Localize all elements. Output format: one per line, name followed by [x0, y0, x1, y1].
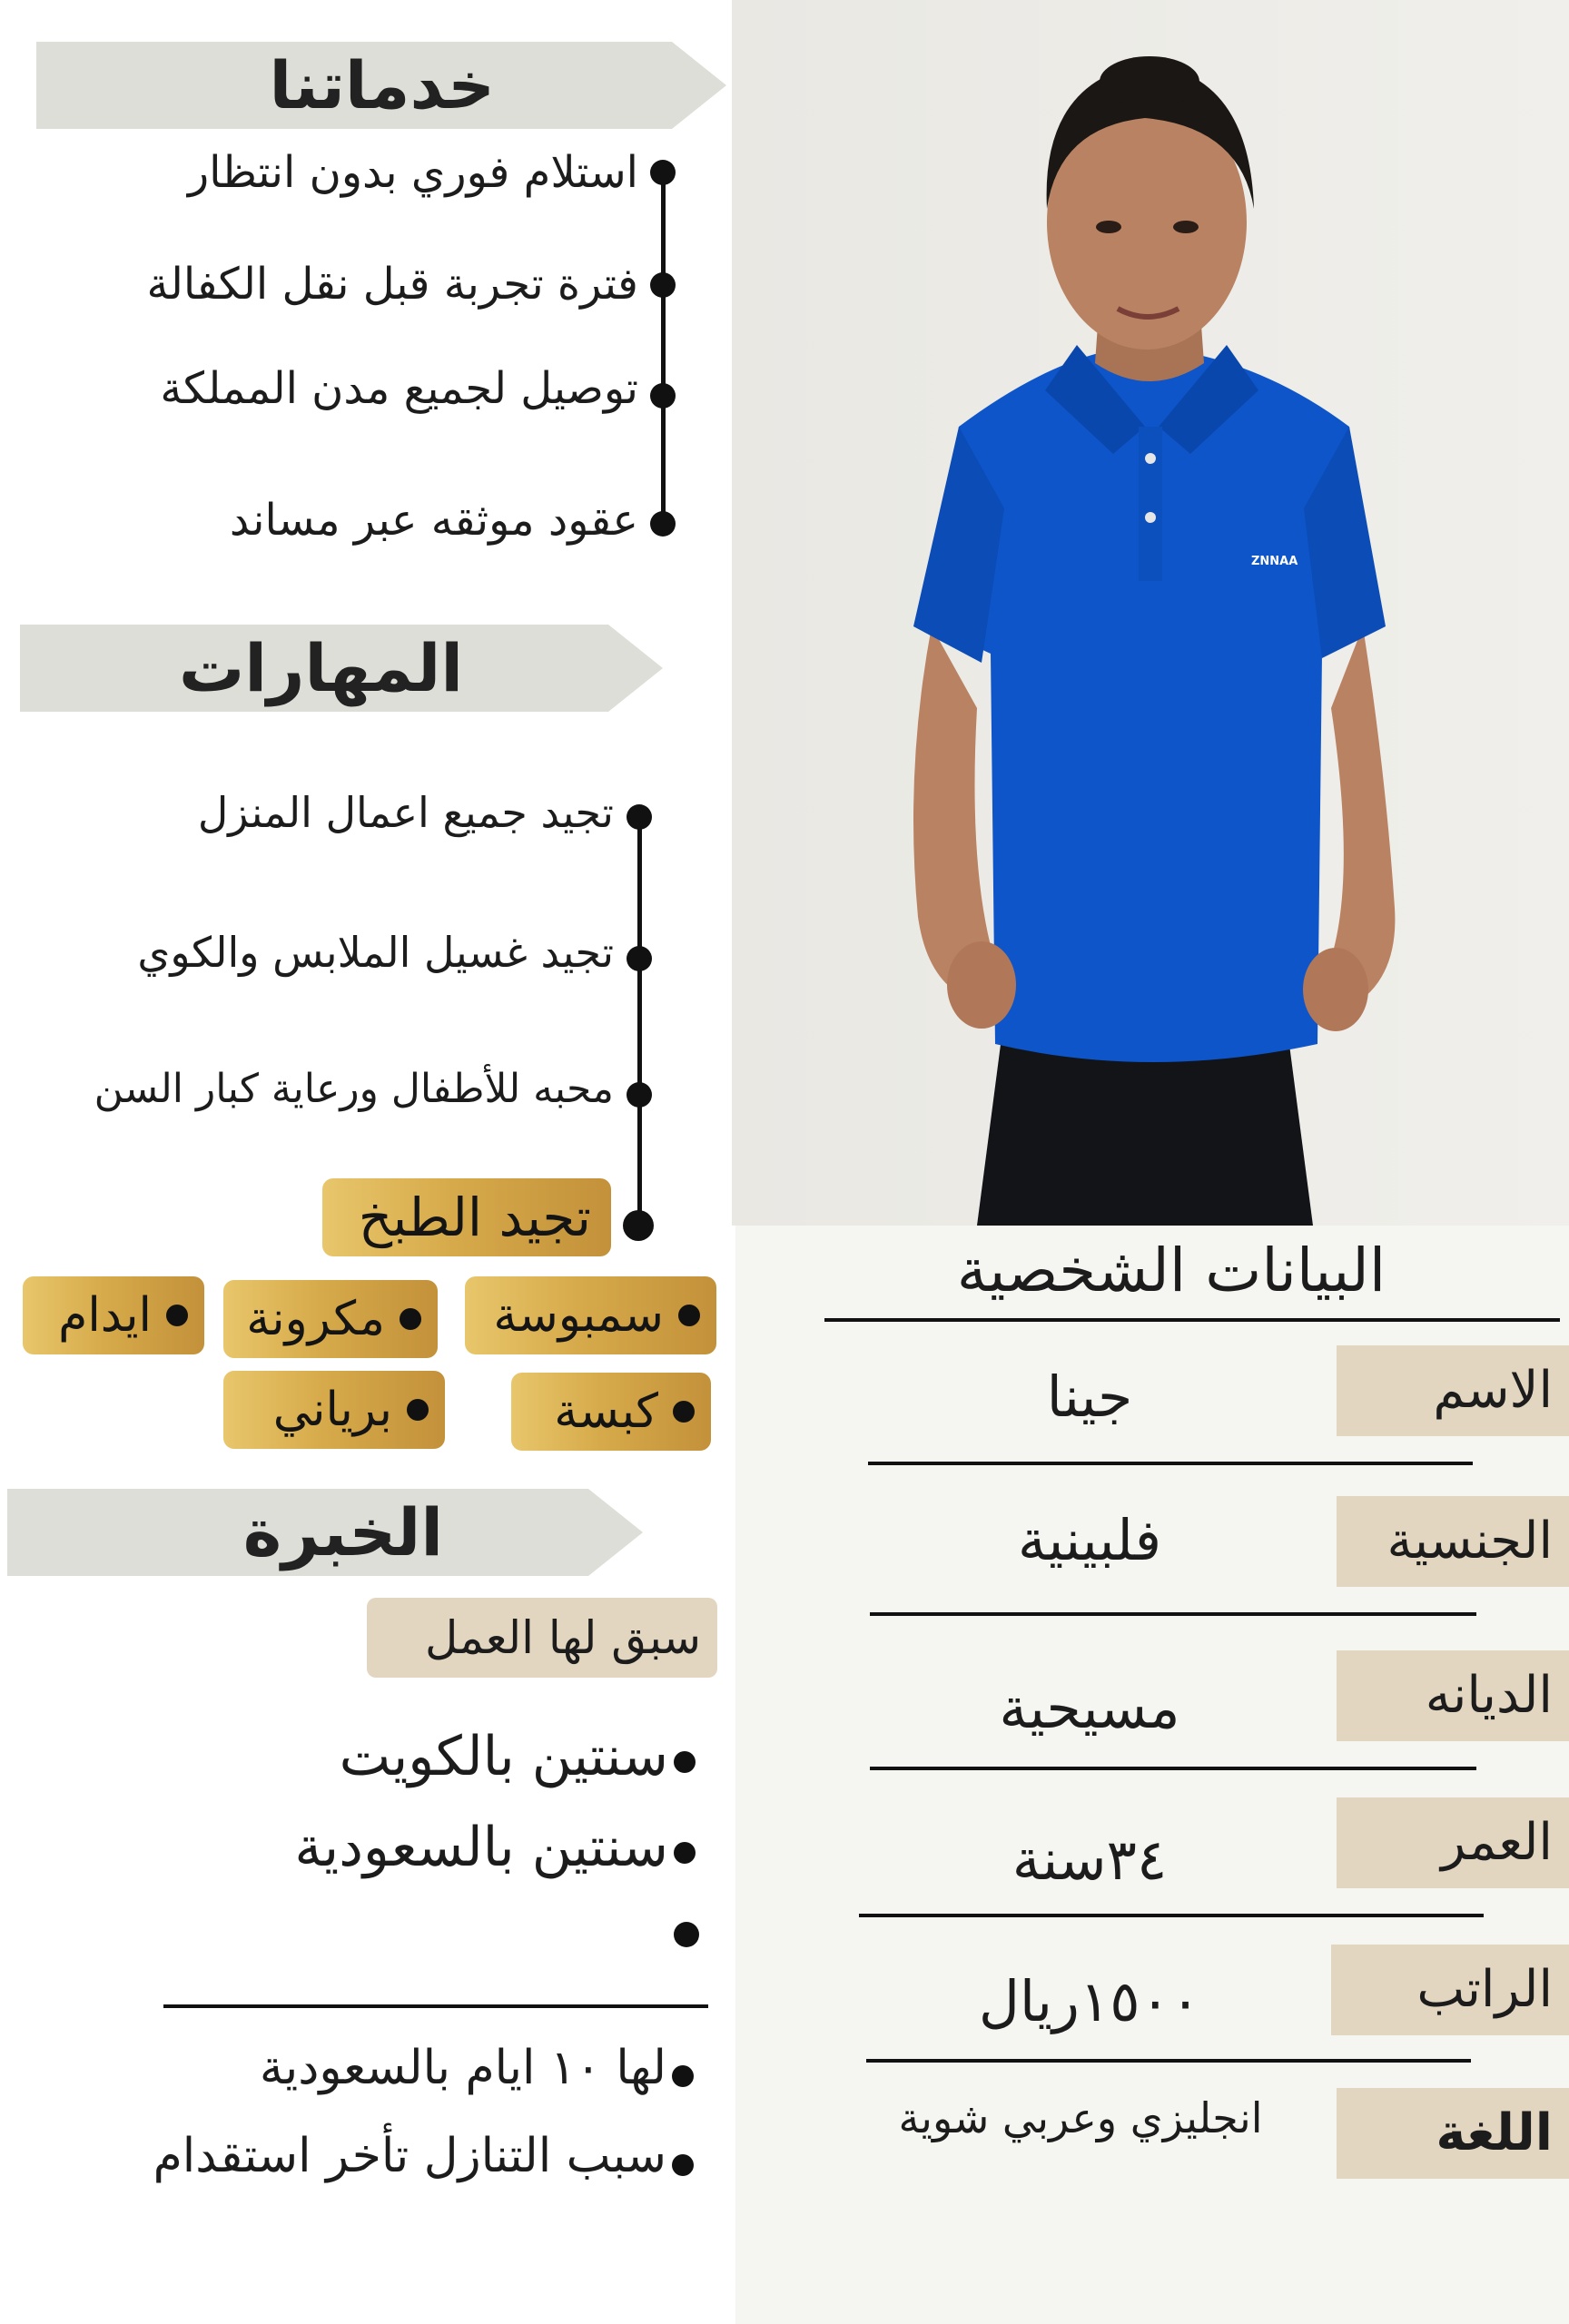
- divider-line: [866, 2059, 1471, 2063]
- bullet-dot: [400, 1308, 421, 1330]
- banner-arrow-icon: [672, 42, 726, 129]
- field-value: ١٥٠٠ريال: [978, 1968, 1201, 2034]
- field-label-box: [1331, 1945, 1569, 2035]
- dish-chip: [465, 1276, 716, 1354]
- skills-banner: [20, 625, 608, 712]
- bullet-dot: [650, 160, 676, 185]
- field-label: اللغة: [1436, 2103, 1553, 2162]
- field-label: الجنسية: [1386, 1512, 1553, 1571]
- person-illustration: [732, 0, 1569, 1226]
- skill-item: تجيد غسيل الملابس والكوي: [137, 928, 614, 977]
- bullet-dot: [674, 1922, 699, 1947]
- dish-label: برياني: [272, 1383, 392, 1437]
- divider-line: [868, 1462, 1473, 1465]
- cooking-label: [322, 1178, 611, 1256]
- bullet-dot: [627, 1082, 652, 1108]
- banner-arrow-icon: [588, 1489, 643, 1576]
- bullet-dot: [678, 1305, 700, 1326]
- dish-chip: [223, 1371, 445, 1449]
- bullet-dot: [407, 1399, 429, 1421]
- experience-note: سبب التنازل تأخر استقدام: [153, 2129, 666, 2183]
- services-banner: [36, 42, 672, 129]
- field-label-box: [1337, 1345, 1569, 1436]
- service-item: استلام فوري بدون انتظار: [187, 147, 638, 198]
- field-label: الاسم: [1433, 1361, 1553, 1420]
- bullet-dot: [627, 804, 652, 830]
- worker-photo: [732, 0, 1569, 1226]
- service-item: فترة تجربة قبل نقل الكفالة: [146, 259, 638, 310]
- divider-line: [870, 1767, 1476, 1770]
- bullet-dot: [650, 383, 676, 409]
- dish-chip: [223, 1280, 438, 1358]
- cooking-label-text: تجيد الطبخ: [358, 1187, 591, 1248]
- experience-note: لها ١٠ ايام بالسعودية: [259, 2041, 666, 2095]
- bullet-dot: [650, 511, 676, 537]
- dish-label: كبسة: [554, 1384, 658, 1439]
- dish-label: سمبوسة: [493, 1288, 664, 1343]
- skill-item: محبه للأطفال ورعاية كبار السن: [94, 1066, 614, 1112]
- bullet-dot: [674, 1751, 696, 1773]
- service-item: توصيل لجميع مدن المملكة: [160, 363, 638, 414]
- field-value: مسيحية: [999, 1675, 1180, 1741]
- field-label-box: [1337, 2088, 1569, 2179]
- bullet-dot: [674, 1842, 696, 1864]
- services-heading: خدماتنا: [269, 47, 495, 123]
- experience-heading: الخبرة: [242, 1494, 443, 1571]
- experience-subheading-box: [367, 1598, 717, 1678]
- shirt-logo: ZNNAA: [1251, 555, 1298, 568]
- skills-heading: المهارات: [178, 630, 463, 706]
- experience-banner: [7, 1489, 588, 1576]
- field-label-box: [1337, 1797, 1569, 1888]
- field-value: انجليزي وعربي شوية: [898, 2093, 1263, 2142]
- field-label: العمر: [1441, 1813, 1553, 1872]
- field-label-box: [1337, 1496, 1569, 1587]
- field-value: فلبينية: [1017, 1507, 1162, 1573]
- dish-label: ايدام: [58, 1288, 152, 1343]
- skill-item: تجيد جميع اعمال المنزل: [197, 788, 614, 837]
- field-label: الراتب: [1416, 1960, 1553, 2019]
- banner-arrow-icon: [608, 625, 663, 712]
- experience-subheading: سبق لها العمل: [424, 1611, 701, 1664]
- bullet-dot: [650, 272, 676, 298]
- skills-timeline: [637, 817, 642, 1216]
- bullet-dot: [672, 2065, 694, 2087]
- divider-line: [859, 1914, 1484, 1917]
- bullet-dot: [627, 946, 652, 971]
- field-label-box: [1337, 1650, 1569, 1741]
- experience-item: سنتين بالسعودية: [294, 1816, 668, 1879]
- field-value: ٣٤سنة: [1011, 1827, 1168, 1893]
- divider-line: [824, 1318, 1560, 1322]
- dish-chip: [511, 1373, 711, 1451]
- service-item: عقود موثقه عبر مساند: [229, 495, 638, 546]
- personal-heading: البيانات الشخصية: [956, 1236, 1386, 1305]
- dish-chip: [23, 1276, 204, 1354]
- dish-label: مكرونة: [246, 1292, 385, 1346]
- bullet-dot: [673, 1401, 695, 1423]
- bullet-dot: [672, 2154, 694, 2176]
- services-timeline: [661, 172, 666, 527]
- bullet-dot: [623, 1210, 654, 1241]
- field-label: الديانه: [1425, 1666, 1553, 1725]
- divider-line: [163, 2004, 708, 2008]
- field-value: جينا: [1046, 1364, 1133, 1430]
- divider-line: [870, 1612, 1476, 1616]
- left-panel: [0, 0, 735, 2324]
- experience-item: سنتين بالكويت: [339, 1725, 668, 1788]
- bullet-dot: [166, 1305, 188, 1326]
